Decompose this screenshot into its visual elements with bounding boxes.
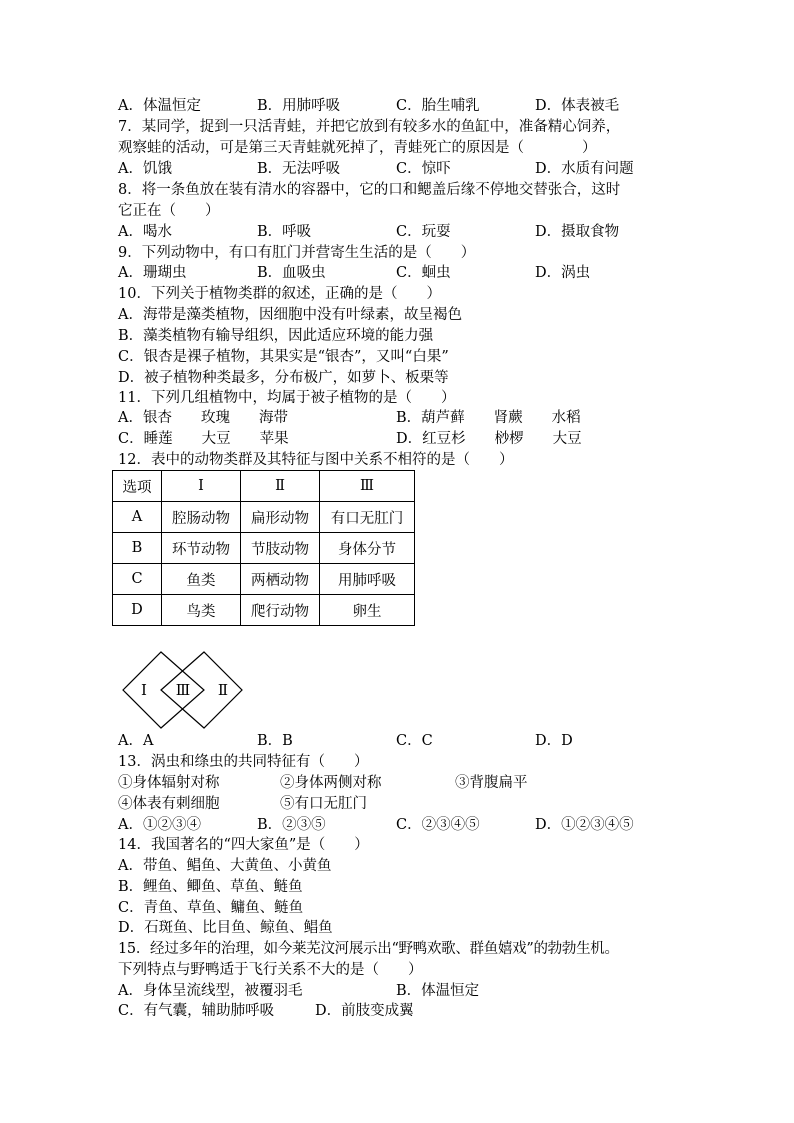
q15-stem-line1: 15．经过多年的治理，如今莱芜汶河展示出“野鸭欢歌、群鱼嬉戏”的勃勃生机。 [118, 941, 619, 957]
q6-option-c: C．胎生哺乳 [396, 98, 480, 114]
q9-option-b: B．血吸虫 [257, 265, 326, 281]
q10-option-c: C．银杏是裸子植物，其果实是“银杏”，又叫“白果” [118, 349, 449, 365]
table-row [113, 595, 415, 626]
table-header-cell: Ⅱ [241, 471, 320, 502]
q12-option-a: A．A [118, 733, 154, 749]
diagram-label-3: Ⅲ [175, 681, 191, 699]
q12-option-b: B．B [257, 733, 293, 749]
q8-stem-line2: 它正在（ ） [118, 203, 220, 219]
q14-option-d: D．石斑鱼、比目鱼、鲸鱼、鲳鱼 [118, 920, 333, 936]
table-cell: 腔肠动物 [162, 502, 241, 533]
q7-option-a: A．饥饿 [118, 161, 172, 177]
q7-option-d: D．水质有问题 [535, 161, 634, 177]
q11-stem: 11．下列几组植物中，均属于被子植物的是（ ） [118, 390, 456, 406]
q9-option-c: C．蛔虫 [396, 265, 451, 281]
table-cell: 鸟类 [162, 595, 241, 626]
table-cell: B [113, 533, 162, 564]
q13-item-4: ④体表有刺细胞 [118, 796, 220, 812]
q13-item-3: ③背腹扁平 [455, 775, 528, 791]
table-cell: 用肺呼吸 [320, 564, 415, 595]
q14-option-b: B．鲤鱼、鲫鱼、草鱼、鲢鱼 [118, 879, 303, 895]
q13-item-2: ②身体两侧对称 [280, 775, 382, 791]
table-header-cell: Ⅲ [320, 471, 415, 502]
q9-option-d: D．涡虫 [535, 265, 591, 281]
table-cell: 有口无肛门 [320, 502, 415, 533]
table-row [113, 533, 415, 564]
q6-option-d: D．体表被毛 [535, 98, 620, 114]
q13-option-b: B．②③⑤ [257, 817, 326, 833]
q7-stem-line2: 观察蛙的活动，可是第三天青蛙就死掉了，青蛙死亡的原因是（ ） [118, 140, 597, 156]
q7-option-c: C．惊吓 [396, 161, 451, 177]
q8-stem-line1: 8．将一条鱼放在装有清水的容器中，它的口和鳃盖后缘不停地交替张合，这时 [118, 182, 621, 198]
q7-stem-line1: 7．某同学，捉到一只活青蛙，并把它放到有较多水的鱼缸中，准备精心饲养， [118, 119, 621, 135]
q8-option-b: B．呼吸 [257, 224, 312, 240]
q8-option-c: C．玩耍 [396, 224, 451, 240]
table-cell: 扁形动物 [241, 502, 320, 533]
q10-option-d: D．被子植物种类最多，分布极广，如萝卜、板栗等 [118, 370, 449, 386]
q13-stem: 13．涡虫和绦虫的共同特征有（ ） [118, 754, 369, 770]
q11-option-c: C．睡莲 大豆 苹果 [118, 431, 289, 447]
table-cell: 爬行动物 [241, 595, 320, 626]
table-header-cell: 选项 [113, 471, 162, 502]
table-header-row [113, 471, 415, 502]
table-cell: 环节动物 [162, 533, 241, 564]
table-cell: 两栖动物 [241, 564, 320, 595]
diagram-label-1: Ⅰ [141, 681, 147, 699]
q13-item-5: ⑤有口无肛门 [280, 796, 367, 812]
table-header-cell: Ⅰ [162, 471, 241, 502]
q15-stem-line2: 下列特点与野鸭适于飞行关系不大的是（ ） [118, 962, 423, 978]
q15-option-d: D．前肢变成翼 [315, 1003, 414, 1019]
table-cell: 鱼类 [162, 564, 241, 595]
q7-option-b: B．无法呼吸 [257, 161, 341, 177]
q10-option-a: A．海带是藻类植物，因细胞中没有叶绿素，故呈褐色 [118, 307, 462, 323]
table-cell: 卵生 [320, 595, 415, 626]
q6-option-b: B．用肺呼吸 [257, 98, 341, 114]
q6-option-a: A．体温恒定 [118, 98, 201, 114]
q14-option-a: A．带鱼、鲳鱼、大黄鱼、小黄鱼 [118, 858, 332, 874]
q10-option-b: B．藻类植物有输导组织，因此适应环境的能力强 [118, 328, 434, 344]
q12-option-d: D．D [535, 733, 573, 749]
q14-option-c: C．青鱼、草鱼、鳙鱼、鲢鱼 [118, 900, 304, 916]
q8-option-d: D．摄取食物 [535, 224, 620, 240]
q13-option-a: A．①②③④ [118, 817, 201, 833]
q13-option-d: D．①②③④⑤ [535, 817, 634, 833]
q9-option-a: A．珊瑚虫 [118, 265, 187, 281]
q11-option-d: D．红豆杉 桫椤 大豆 [396, 431, 582, 447]
q11-option-b: B．葫芦藓 肾蕨 水稻 [396, 410, 581, 426]
table-cell: A [113, 502, 162, 533]
q8-option-a: A．喝水 [118, 224, 172, 240]
q13-option-c: C．②③④⑤ [396, 817, 480, 833]
q15-option-b: B．体温恒定 [396, 983, 480, 999]
q15-option-c: C．有气囊，辅助肺呼吸 [118, 1003, 275, 1019]
table-cell: 身体分节 [320, 533, 415, 564]
table-row [113, 502, 415, 533]
q14-stem: 14．我国著名的“四大家鱼”是（ ） [118, 837, 369, 853]
q12-diamond-diagram [118, 648, 248, 732]
q9-stem: 9．下列动物中，有口有肛门并营寄生生活的是（ ） [118, 245, 476, 261]
table-cell: C [113, 564, 162, 595]
q12-stem: 12．表中的动物类群及其特征与图中关系不相符的是（ ） [118, 452, 514, 468]
table-cell: D [113, 595, 162, 626]
table-row [113, 564, 415, 595]
diagram-label-2: Ⅱ [217, 681, 229, 699]
q12-option-c: C．C [396, 733, 433, 749]
q12-table [112, 470, 415, 626]
q13-item-1: ①身体辐射对称 [118, 775, 220, 791]
q11-option-a: A．银杏 玫瑰 海带 [118, 410, 288, 426]
q10-stem: 10．下列关于植物类群的叙述，正确的是（ ） [118, 286, 441, 302]
table-cell: 节肢动物 [241, 533, 320, 564]
q15-option-a: A．身体呈流线型，被覆羽毛 [118, 983, 303, 999]
